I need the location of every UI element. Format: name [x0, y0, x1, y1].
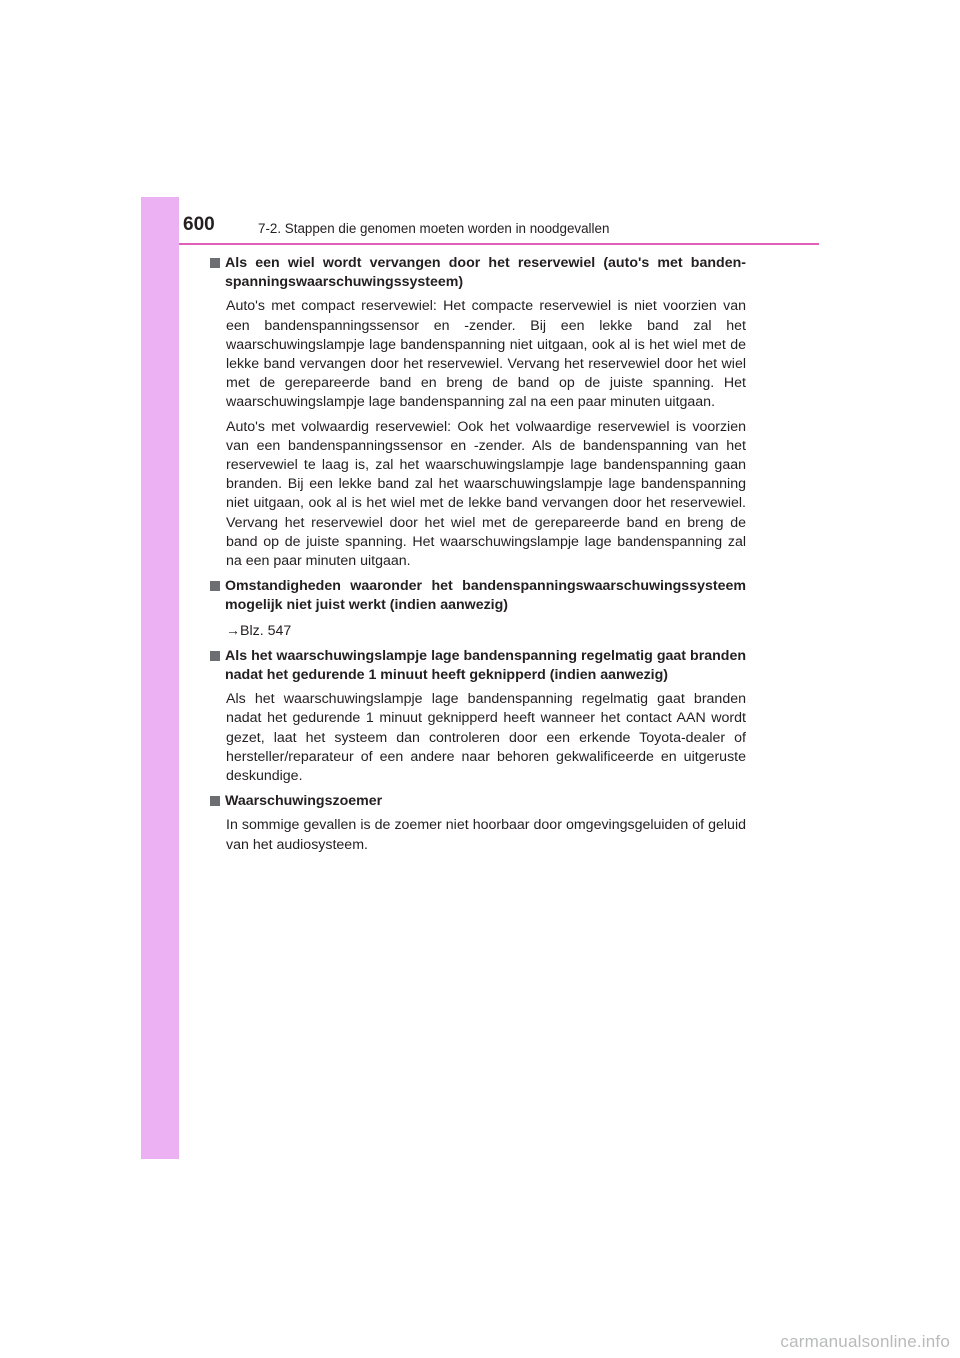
- watermark: carmanualsonline.info: [780, 1332, 950, 1351]
- item-title: Waarschuwingszoemer: [225, 793, 383, 810]
- paragraph: Auto's met volwaardig reservewiel: Ook het volwaardige reservewiel is voorzien van een bandenspanningssensor en -zender. Als de bandenspanning van het reservewiel te laag is, zal het waarschuwingslampje lage bandenspanning gaan branden. Bij een lekke band zal het waarschuwingslampje lage bandenspanning niet uitgaan, ook al is het wiel met de lekke band vervangen door het reservewiel. Vervang het reservewiel door het wiel met de gerepareerde band en breng de band op de juiste spanning. Het waarschuwingslampje lage bandenspanning zal na een paar minuten uitgaan.: [226, 418, 746, 570]
- item-title: Omstandigheden waaronder het bandenspanningswaarschuwingssysteem mogelijk niet juist werkt (indien aanwezig): [225, 578, 746, 614]
- chapter-sidebar-tab: [141, 197, 179, 1159]
- paragraph: Als het waarschuwingslampje lage bandenspanning regelmatig gaat branden nadat het gedurende 1 minuut geknipperd heeft wanneer het contact AAN wordt gezet, laat het systeem dan controleren door een erkende Toyota-dealer of hersteller/reparateur of een andere naar behoren gekwalificeerde en uitgeruste deskundige.: [226, 691, 746, 785]
- item-spare-wheel: [210, 254, 746, 571]
- header-rule: [179, 243, 819, 245]
- square-bullet-icon: [210, 651, 220, 661]
- page-content: [210, 254, 746, 861]
- item-title: Als het waarschuwingslampje lage bandenspanning regelmatig gaat branden nadat het gedurende 1 minuut heeft geknipperd (indien aanwezig): [225, 647, 746, 684]
- page-reference-link[interactable]: Blz. 547: [240, 622, 292, 639]
- paragraph: In sommige gevallen is de zoemer niet hoorbaar door omgevingsgeluiden of geluid van het audiosysteem.: [226, 817, 746, 853]
- page-number: 600: [183, 214, 215, 235]
- item-warning-light: [210, 647, 746, 786]
- section-title: 7-2. Stappen die genomen moeten worden in noodgevallen: [258, 221, 610, 236]
- square-bullet-icon: [210, 581, 220, 591]
- item-conditions: [210, 577, 746, 641]
- square-bullet-icon: [210, 796, 220, 806]
- item-title: Als een wiel wordt vervangen door het reservewiel (auto's met bandenspanningswaarschuwingssysteem): [225, 255, 746, 291]
- arrow-right-icon: →: [226, 621, 240, 638]
- square-bullet-icon: [210, 258, 220, 268]
- item-buzzer: [210, 792, 746, 855]
- page-reference[interactable]: [226, 621, 746, 641]
- paragraph: Auto's met compact reservewiel: Het compacte reservewiel is niet voorzien van een bandenspanningssensor en -zender. Bij een lekke band zal het waarschuwingslampje lage bandenspanning niet uitgaan, ook al is het wiel met de lekke band vervangen door het reservewiel. Vervang het reservewiel door het wiel met de gerepareerde band en breng de band op de juiste spanning. Het waarschuwingslampje lage bandenspanning zal na een paar minuten uitgaan.: [226, 298, 746, 411]
